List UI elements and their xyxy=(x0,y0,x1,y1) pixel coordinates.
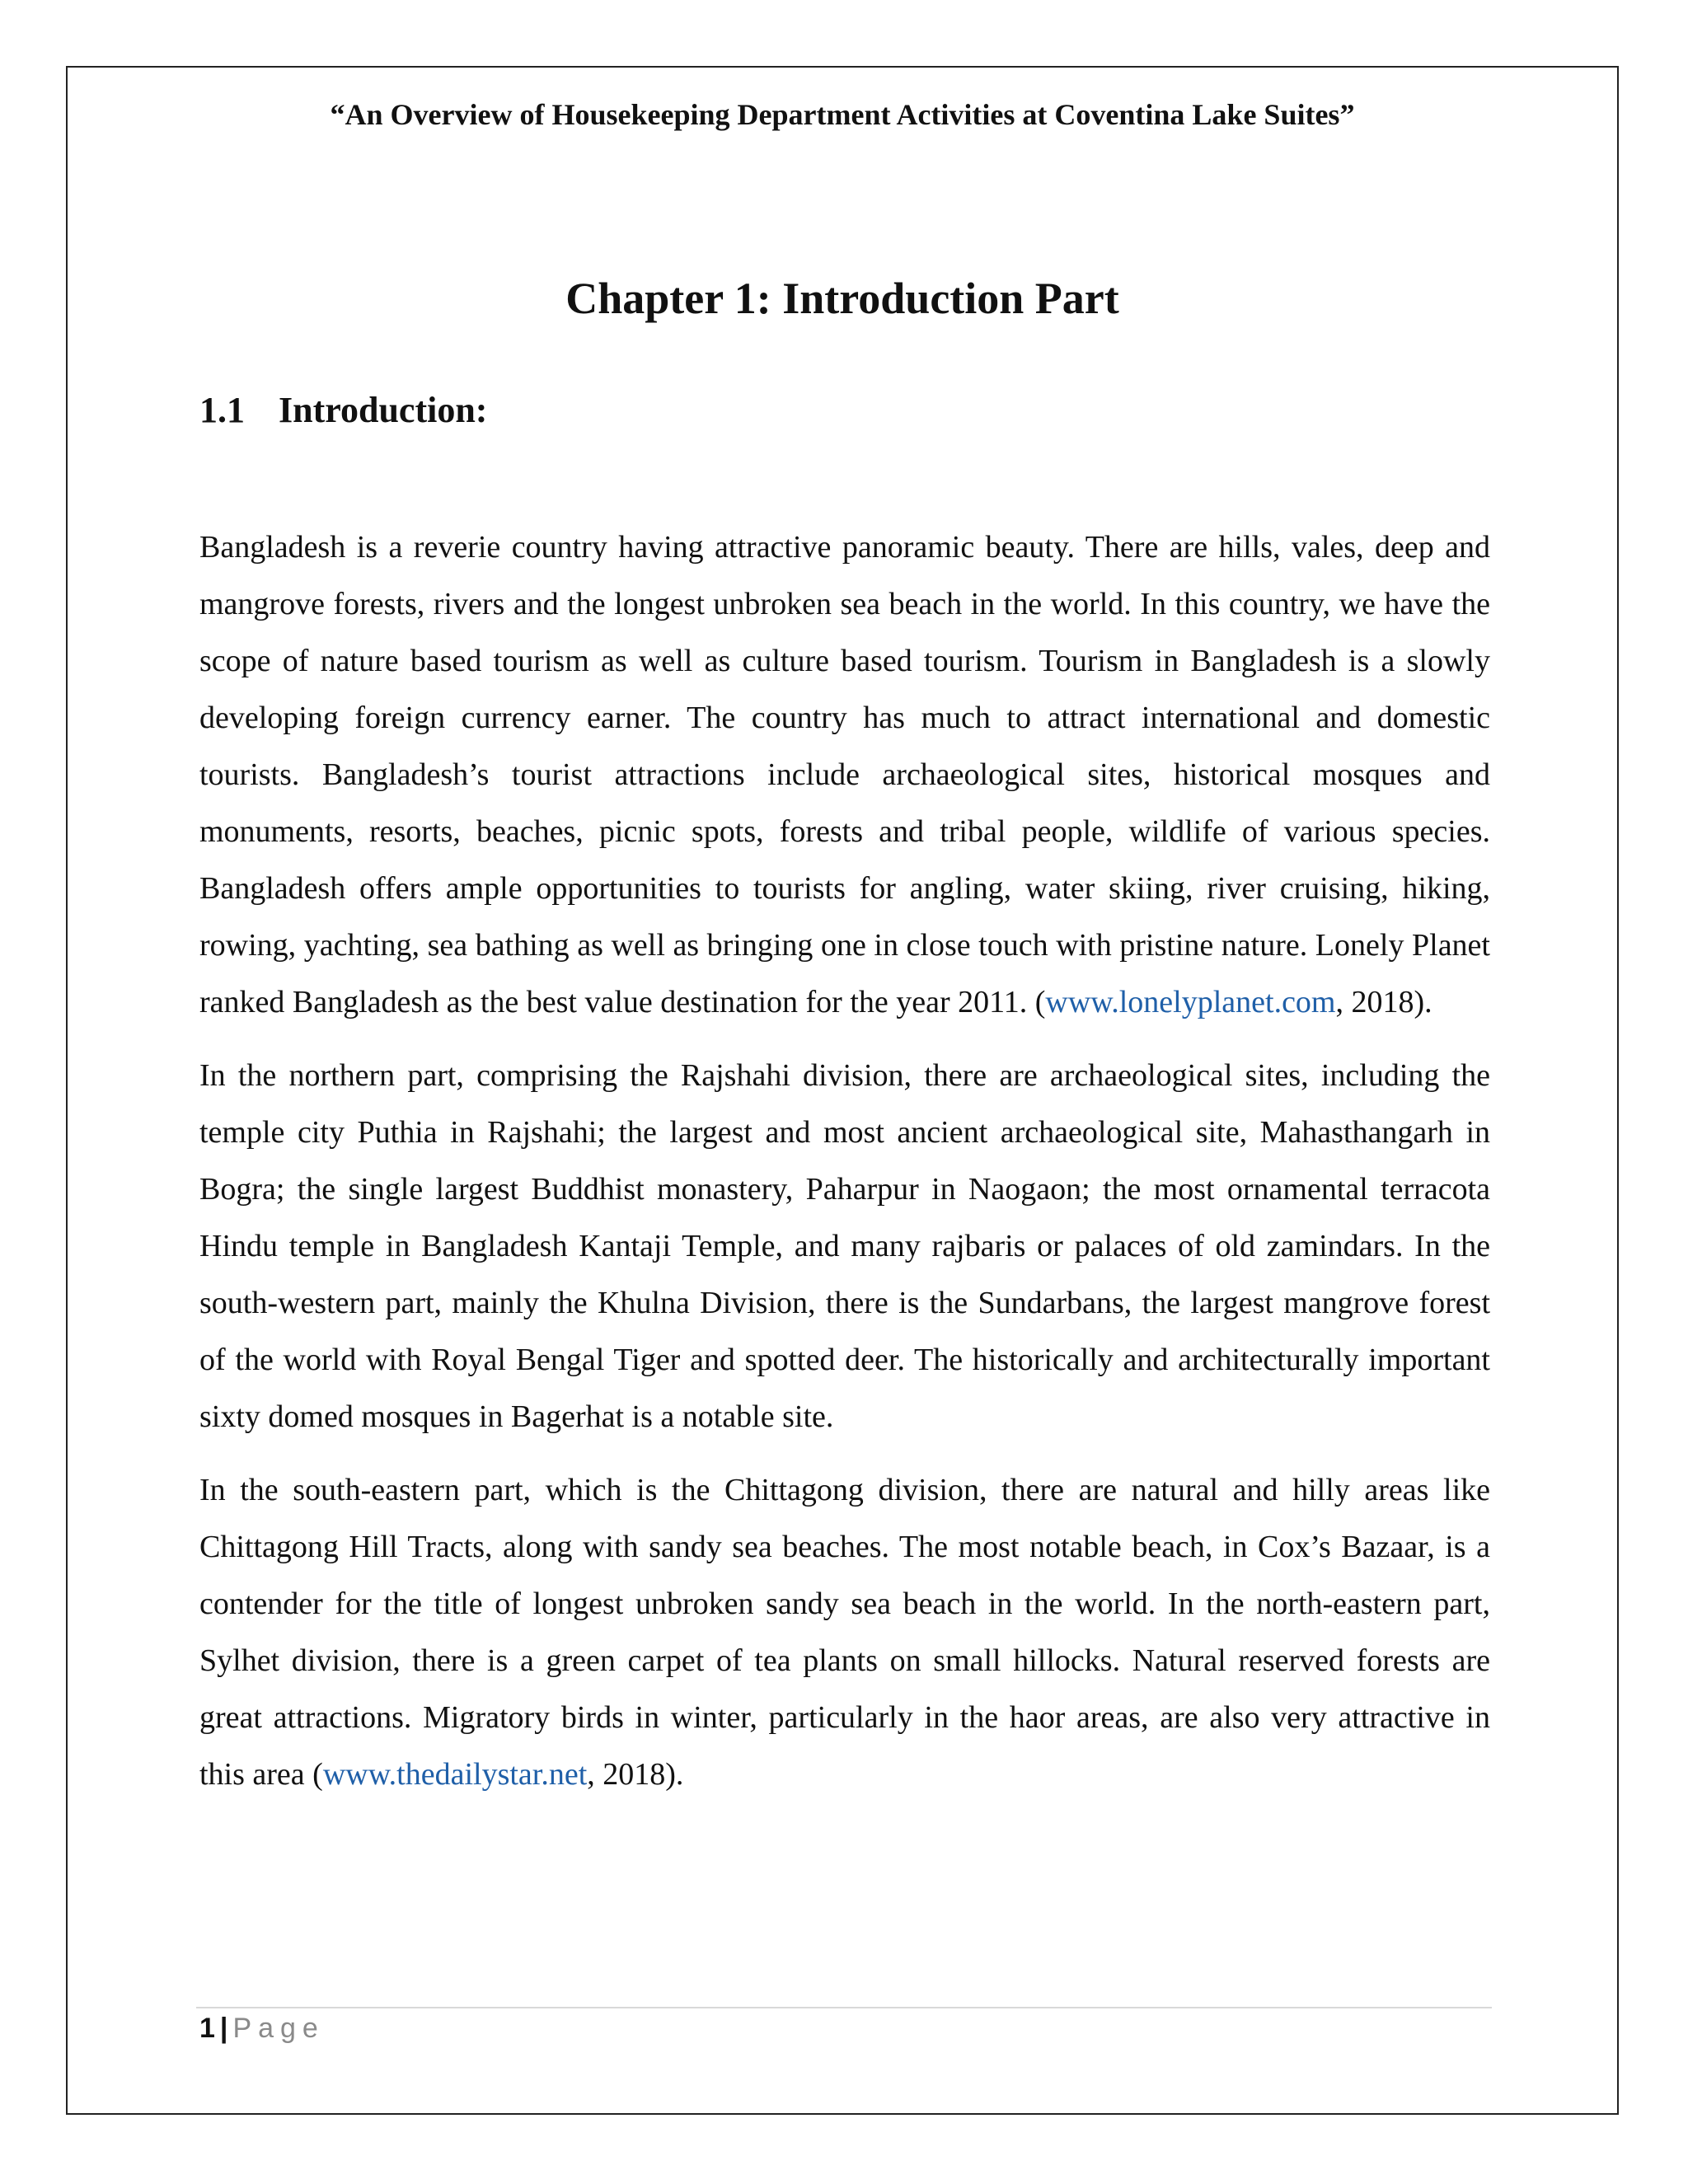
footer-separator: | xyxy=(219,2013,228,2044)
lonelyplanet-link[interactable]: www.lonelyplanet.com xyxy=(1045,985,1336,1019)
paragraph-text: In the northern part, comprising the Rajshahi division, there are archaeological sites, including the temple city Puthia in Rajshahi; the largest and most ancient archaeological site, Mahasthangarh in Bogra; the single largest Buddhist monastery, Paharpur in Naogaon; the most ornamental terracota Hindu temple in Bangladesh Kantaji Temple, and many rajbaris or palaces of old zamindars. In the south-western part, mainly the Khulna Division, there is the Sundarbans, the largest mangrove forest of the world with Royal Bengal Tiger and spotted deer. The historically and architecturally important sixty domed mosques in Bagerhat is a notable site. xyxy=(199,1058,1490,1434)
paragraph-intro xyxy=(199,519,1490,1031)
running-header: “An Overview of Housekeeping Department Activities at Coventina Lake Suites” xyxy=(330,98,1355,131)
citation-tail: , 2018). xyxy=(1335,985,1432,1019)
body-text xyxy=(199,519,1490,1820)
thedailystar-link[interactable]: www.thedailystar.net xyxy=(322,1757,588,1792)
footer-divider xyxy=(196,2007,1492,2008)
paragraph-text: In the south-eastern part, which is the Chittagong division, there are natural and hilly areas like Chittagong Hill Tracts, along with sandy sea beaches. The most notable beach, in Cox’s Bazaar, is a contender for the title of longest unbroken sandy sea beach in the world. In the north-eastern part, Sylhet division, there is a green carpet of tea plants on small hillocks. Natural reserved forests are great attractions. Migratory birds in winter, particularly in the haor areas, are also very attractive in this area ( xyxy=(199,1473,1490,1792)
paragraph-northern xyxy=(199,1047,1490,1446)
page-number: 1 xyxy=(199,2013,215,2044)
paragraph-southeastern xyxy=(199,1462,1490,1803)
page-label: Page xyxy=(232,2013,325,2044)
section-title: Introduction: xyxy=(279,390,488,430)
page-footer xyxy=(199,2012,325,2046)
chapter-title: Chapter 1: Introduction Part xyxy=(565,274,1119,323)
citation-tail: , 2018). xyxy=(587,1757,684,1792)
paragraph-text: Bangladesh is a reverie country having attractive panoramic beauty. There are hills, vales, deep and mangrove forests, rivers and the longest unbroken sea beach in the world. In this country, we have the scope of nature based tourism as well as culture based tourism. Tourism in Bangladesh is a slowly developing foreign currency earner. The country has much to attract international and domestic tourists. Bangladesh’s tourist attractions include archaeological sites, historical mosques and monuments, resorts, beaches, picnic spots, forests and tribal people, wildlife of various species. Bangladesh offers ample opportunities to tourists for angling, water skiing, river cruising, hiking, rowing, yachting, sea bathing as well as bringing one in close touch with pristine nature. Lonely Planet ranked Bangladesh as the best value destination for the year 2011. ( xyxy=(199,530,1490,1019)
section-heading xyxy=(199,389,487,433)
section-number: 1.1 xyxy=(199,390,245,430)
